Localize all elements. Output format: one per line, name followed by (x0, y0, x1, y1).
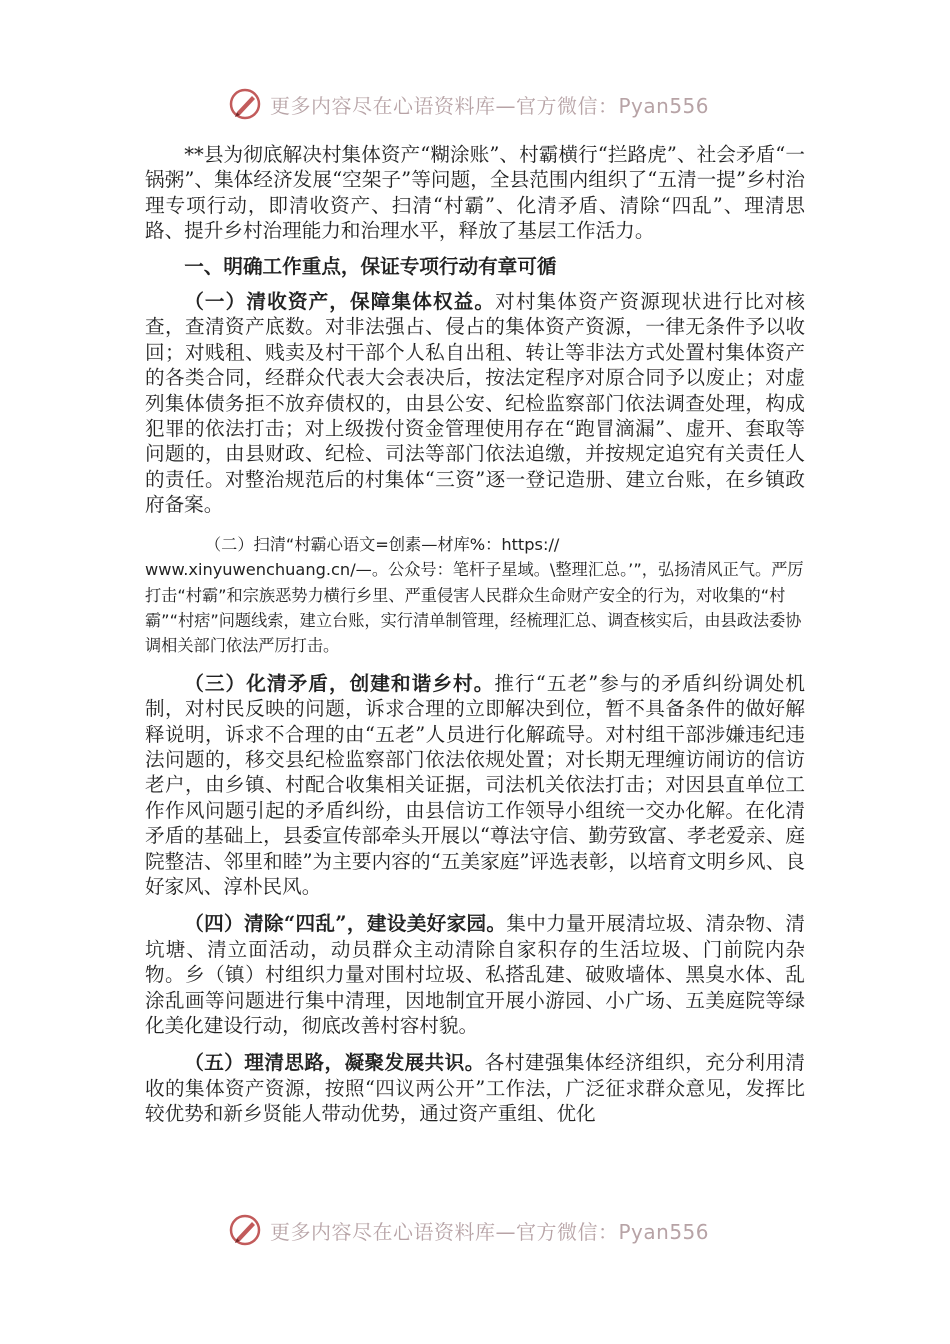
item-3-paragraph (145, 671, 805, 900)
item-1-title: （一）清收资产，保障集体权益。 (184, 290, 496, 314)
banner-text: 更多内容尽在心语资料库—官方微信：Pyan556 (270, 1219, 710, 1244)
banner-text: 更多内容尽在心语资料库—官方微信：Pyan556 (270, 93, 710, 118)
item-1-paragraph (145, 289, 805, 518)
section-heading: 一、明确工作重点，保证专项行动有章可循 (184, 254, 557, 278)
item-4-title: （四）清除“四乱”，建设美好家园。 (184, 912, 507, 936)
item-2-title: （二）扫清“村霸心语文=创素—材库%：https:// (205, 534, 560, 554)
item-4-paragraph (145, 911, 805, 1038)
item-2-body: www.xinyuwenchuang.cn/—。公众号：笔杆子星域。\整理汇总。’”，弘扬清风正气。严厉打击“村霸”和宗族恶势力横行乡里、严重侵害人民群众生命财产安全的行为，对收集的“村霸”“村痞”问题线索，建立台账，实行清单制管理，经梳理汇总、调查核实后，由县政法委协调相关部门依法严厉打击。 (145, 560, 804, 656)
pen-logo-icon (228, 87, 262, 121)
item-5-paragraph (145, 1050, 805, 1126)
item-5-body: 各村建强集体经济组织，充分利用清收的集体资产资源，按照“四议两公开”工作法，广泛征求群众意见，发挥比较优势和新乡贤能人带动优势，通过资产重组、优化 (145, 1051, 805, 1126)
document-body (145, 142, 805, 1127)
intro-paragraph: **县为彻底解决村集体资产“糊涂账”、村霸横行“拦路虎”、社会矛盾“一锅粥”、集体经济发展“空架子”等问题，全县范围内组织了“五清一提”乡村治理专项行动，即清收资产、扫清“村霸”、化清矛盾、清除“四乱”、理清思路、提升乡村治理能力和治理水平，释放了基层工作活力。 (145, 143, 805, 243)
item-1-body: 对村集体资产资源现状进行比对核查，查清资产底数。对非法强占、侵占的集体资产资源，一律无条件予以收回；对贱租、贱卖及村干部个人私自出租、转让等非法方式处置村集体资产的各类合同，经群众代表大会表决后，按法定程序对原合同予以废止；对虚列集体债务拒不放弃债权的，由县公安、纪检监察部门依法调查处理，构成犯罪的依法打击；对上级拨付资金管理使用存在“跑冒滴漏”、虚开、套取等问题的，由县财政、纪检、司法等部门依法追缴，并按规定追究有关责任人的责任。对整治规范后的村集体“三资”逐一登记造册、建立台账，在乡镇政府备案。 (145, 290, 806, 517)
pen-logo-icon (228, 1213, 262, 1247)
item-3-title: （三）化清矛盾，创建和谐乡村。 (184, 671, 495, 695)
item-5-title: （五）理清思路，凝聚发展共识。 (184, 1051, 485, 1075)
footer-watermark (228, 1212, 748, 1248)
item-3-body: 推行“五老”参与的矛盾纠纷调处机制，对村民反映的问题，诉求合理的立即解决到位，暂不具备条件的做好解释说明，诉求不合理的由“五老”人员进行化解疏导。对村组干部涉嫌违纪违法问题的，移交县纪检监察部门依法依规处置；对长期无理缠访闹访的信访老户，由乡镇、村配合收集相关证据，司法机关依法打击；对因县直单位工作作风问题引起的矛盾纠纷，由县信访工作领导小组统一交办化解。在化清矛盾的基础上，县委宣传部牵头开展以“尊法守信、勤劳致富、孝老爱亲、庭院整洁、邻里和睦”为主要内容的“五美家庭”评选表彰，以培育文明乡风、良好家风、淳朴民风。 (145, 671, 805, 898)
item-4-body: 集中力量开展清垃圾、清杂物、清坑塘、清立面活动，动员群众主动清除自家积存的生活垃圾、门前院内杂物。乡（镇）村组织力量对围村垃圾、私搭乱建、破败墙体、黑臭水体、乱涂乱画等问题进行集中清理，因地制宜开展小游园、小广场、五美庭院等绿化美化建设行动，彻底改善村容村貌。 (145, 912, 806, 1037)
header-watermark (228, 86, 748, 122)
item-2-paragraph (145, 532, 805, 659)
